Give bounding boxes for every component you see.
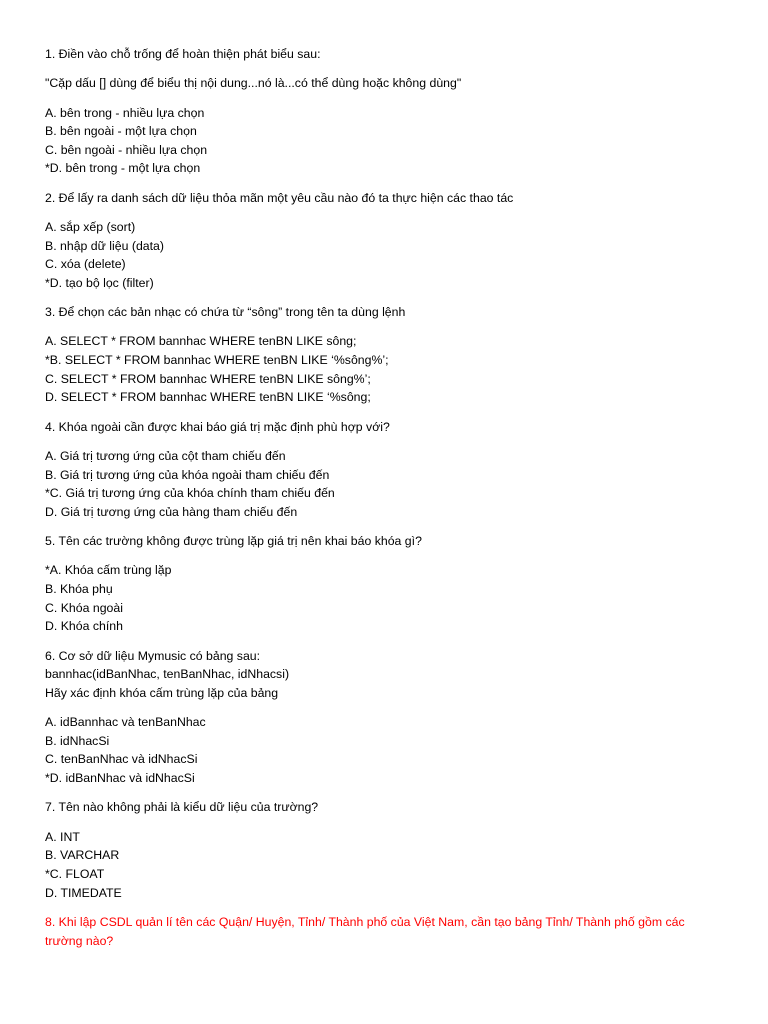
option-c: C. SELECT * FROM bannhac WHERE tenBN LIKE sông%’; bbox=[45, 371, 371, 386]
question-stem-line: 2. Để lấy ra danh sách dữ liệu thỏa mãn một yêu cầu nào đó ta thực hiện các thao tác bbox=[45, 190, 514, 205]
question-6-options bbox=[45, 713, 768, 788]
option-c: C. bên ngoài - nhiều lựa chọn bbox=[45, 142, 208, 157]
option-c: C. tenBanNhac và idNhacSi bbox=[45, 752, 198, 767]
option-c: *C. Giá trị tương ứng của khóa chính tham chiếu đến bbox=[45, 486, 335, 501]
option-d: *D. bên trong - một lựa chọn bbox=[45, 161, 201, 176]
table-schema-line: bannhac(idBanNhac, tenBanNhac, idNhacsi) bbox=[45, 667, 290, 682]
option-d: D. SELECT * FROM bannhac WHERE tenBN LIKE ‘%sông; bbox=[45, 390, 371, 405]
option-a: A. SELECT * FROM bannhac WHERE tenBN LIKE sông; bbox=[45, 334, 357, 349]
option-a: A. Giá trị tương ứng của cột tham chiếu đến bbox=[45, 448, 286, 463]
question-stem-line: 6. Cơ sở dữ liệu Mymusic có bảng sau: bbox=[45, 648, 261, 663]
question-stem-line: 3. Để chọn các bản nhạc có chứa từ “sông” trong tên ta dùng lệnh bbox=[45, 305, 406, 320]
quoted-statement: "Cặp dấu [] dùng để biểu thị nội dung...nó là...có thể dùng hoặc không dùng" bbox=[45, 76, 462, 91]
option-c: *C. FLOAT bbox=[45, 866, 105, 881]
option-d: *D. tạo bộ lọc (filter) bbox=[45, 275, 154, 290]
question-1-quote bbox=[45, 74, 768, 93]
question-stem-text: 8. Khi lập CSDL quản lí tên các Quận/ Huyện, Tỉnh/ Thành phố của Việt Nam, cần tạo bảng Tỉnh/ Thành phố gồm các trường nào? bbox=[45, 914, 685, 948]
option-b: B. bên ngoài - một lựa chọn bbox=[45, 124, 197, 139]
option-a: *A. Khóa cấm trùng lặp bbox=[45, 563, 172, 578]
option-b: B. VARCHAR bbox=[45, 848, 120, 863]
option-d: D. TIMEDATE bbox=[45, 885, 122, 900]
question-stem-line: 4. Khóa ngoài cần được khai báo giá trị mặc định phù hợp với? bbox=[45, 419, 390, 434]
question-5-stem bbox=[45, 532, 768, 551]
question-stem-line: 5. Tên các trường không được trùng lặp giá trị nên khai báo khóa gì? bbox=[45, 534, 422, 549]
option-b: B. Khóa phụ bbox=[45, 582, 113, 597]
question-stem-line: 7. Tên nào không phải là kiểu dữ liệu của trường? bbox=[45, 800, 319, 815]
option-b: *B. SELECT * FROM bannhac WHERE tenBN LIKE ‘%sông%’; bbox=[45, 353, 389, 368]
option-b: B. idNhacSi bbox=[45, 733, 110, 748]
question-1-options bbox=[45, 104, 768, 179]
question-3-stem bbox=[45, 303, 768, 322]
option-d: D. Giá trị tương ứng của hàng tham chiếu đến bbox=[45, 504, 298, 519]
question-4-stem bbox=[45, 418, 768, 437]
question-1-stem bbox=[45, 45, 768, 64]
question-7-stem bbox=[45, 798, 768, 817]
option-a: A. idBannhac và tenBanNhac bbox=[45, 715, 206, 730]
question-3-options bbox=[45, 332, 768, 407]
question-6-stem bbox=[45, 647, 768, 703]
option-d: D. Khóa chính bbox=[45, 619, 123, 634]
option-a: A. bên trong - nhiều lựa chọn bbox=[45, 105, 205, 120]
question-2-stem bbox=[45, 189, 768, 208]
question-2-options bbox=[45, 218, 768, 293]
question-5-options bbox=[45, 561, 768, 636]
question-8-stem bbox=[45, 913, 705, 950]
option-c: C. Khóa ngoài bbox=[45, 600, 123, 615]
option-b: B. Giá trị tương ứng của khóa ngoài tham chiếu đến bbox=[45, 467, 330, 482]
option-a: A. INT bbox=[45, 829, 80, 844]
option-a: A. sắp xếp (sort) bbox=[45, 219, 136, 234]
question-4-options bbox=[45, 447, 768, 522]
question-7-options bbox=[45, 828, 768, 903]
option-c: C. xóa (delete) bbox=[45, 257, 126, 272]
question-stem-line: 1. Điền vào chỗ trống để hoàn thiện phát biểu sau: bbox=[45, 47, 321, 61]
option-b: B. nhập dữ liệu (data) bbox=[45, 238, 164, 253]
question-prompt-line: Hãy xác định khóa cấm trùng lặp của bảng bbox=[45, 685, 279, 700]
option-d: *D. idBanNhac và idNhacSi bbox=[45, 771, 195, 786]
